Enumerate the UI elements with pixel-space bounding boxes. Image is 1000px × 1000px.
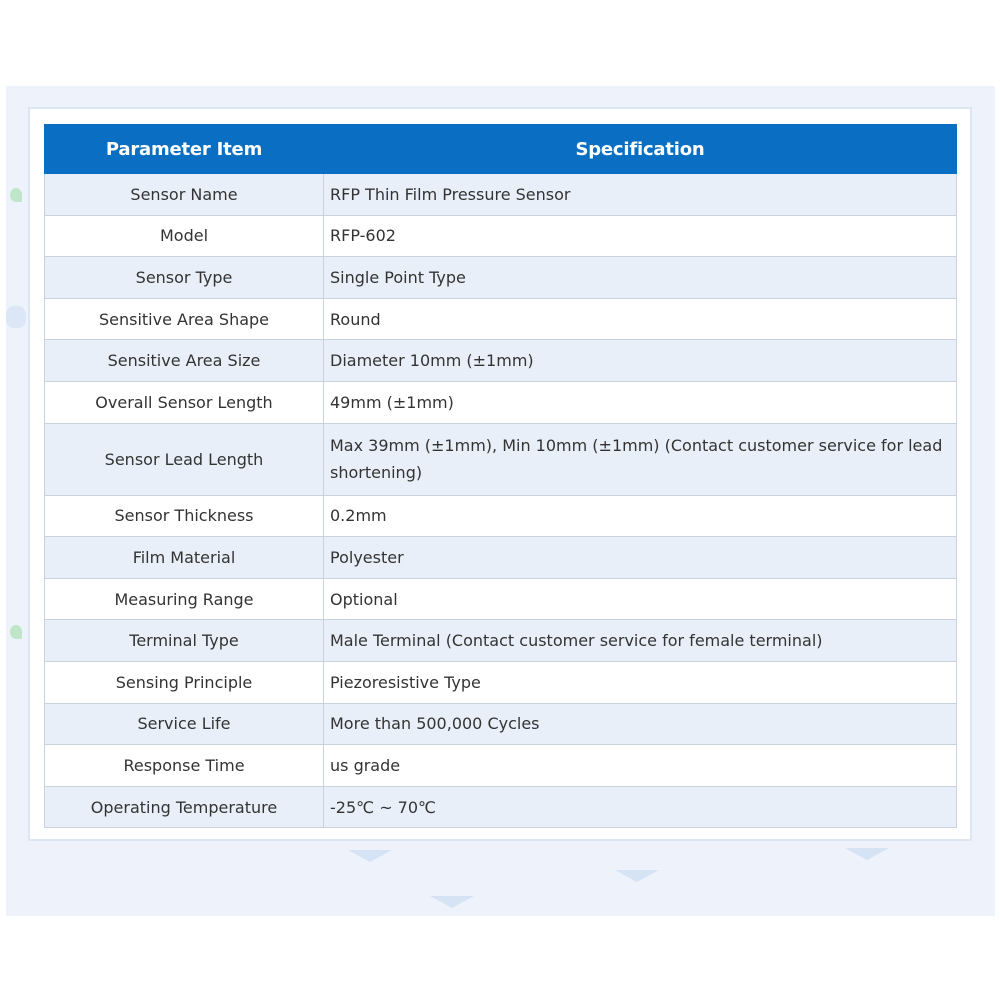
param-cell: Sensitive Area Size: [45, 340, 324, 382]
value-cell: Male Terminal (Contact customer service for female terminal): [324, 620, 957, 662]
value-cell: Diameter 10mm (±1mm): [324, 340, 957, 382]
param-cell: Overall Sensor Length: [45, 381, 324, 423]
table-row: [45, 495, 957, 537]
table-header-row: [45, 125, 957, 174]
table-row: [45, 381, 957, 423]
table-row: [45, 661, 957, 703]
value-cell: 0.2mm: [324, 495, 957, 537]
value-cell: More than 500,000 Cycles: [324, 703, 957, 745]
table-row: [45, 257, 957, 299]
param-cell: Sensor Lead Length: [45, 423, 324, 495]
table-row: [45, 786, 957, 828]
decorative-leaf-icon: [10, 625, 22, 639]
param-cell: Film Material: [45, 537, 324, 579]
value-cell: Polyester: [324, 537, 957, 579]
decorative-triangle-icon: [348, 850, 392, 862]
param-cell: Sensing Principle: [45, 661, 324, 703]
table-row: [45, 578, 957, 620]
param-cell: Operating Temperature: [45, 786, 324, 828]
table-row: [45, 620, 957, 662]
table-row: [45, 215, 957, 257]
header-parameter-item: Parameter Item: [45, 125, 324, 174]
table-row: [45, 703, 957, 745]
value-cell: RFP-602: [324, 215, 957, 257]
value-cell: 49mm (±1mm): [324, 381, 957, 423]
value-cell: Optional: [324, 578, 957, 620]
decorative-leaf-icon: [10, 188, 22, 202]
param-cell: Terminal Type: [45, 620, 324, 662]
decorative-triangle-icon: [615, 870, 659, 882]
header-specification: Specification: [324, 125, 957, 174]
param-cell: Model: [45, 215, 324, 257]
param-cell: Response Time: [45, 745, 324, 787]
decorative-triangle-icon: [845, 848, 889, 860]
value-cell: RFP Thin Film Pressure Sensor: [324, 174, 957, 216]
specification-table: [44, 124, 957, 828]
table-row: [45, 423, 957, 495]
value-cell: Round: [324, 298, 957, 340]
decorative-blob-icon: [6, 306, 26, 328]
param-cell: Measuring Range: [45, 578, 324, 620]
value-cell: Single Point Type: [324, 257, 957, 299]
param-cell: Sensor Type: [45, 257, 324, 299]
table-row: [45, 537, 957, 579]
table-row: [45, 340, 957, 382]
table-row: [45, 298, 957, 340]
decorative-triangle-icon: [430, 896, 474, 908]
value-cell: Max 39mm (±1mm), Min 10mm (±1mm) (Contact customer service for lead shortening): [324, 423, 957, 495]
value-cell: us grade: [324, 745, 957, 787]
table-row: [45, 745, 957, 787]
param-cell: Sensor Thickness: [45, 495, 324, 537]
param-cell: Sensitive Area Shape: [45, 298, 324, 340]
value-cell: -25℃ ~ 70℃: [324, 786, 957, 828]
value-cell: Piezoresistive Type: [324, 661, 957, 703]
param-cell: Sensor Name: [45, 174, 324, 216]
param-cell: Service Life: [45, 703, 324, 745]
table-row: [45, 174, 957, 216]
